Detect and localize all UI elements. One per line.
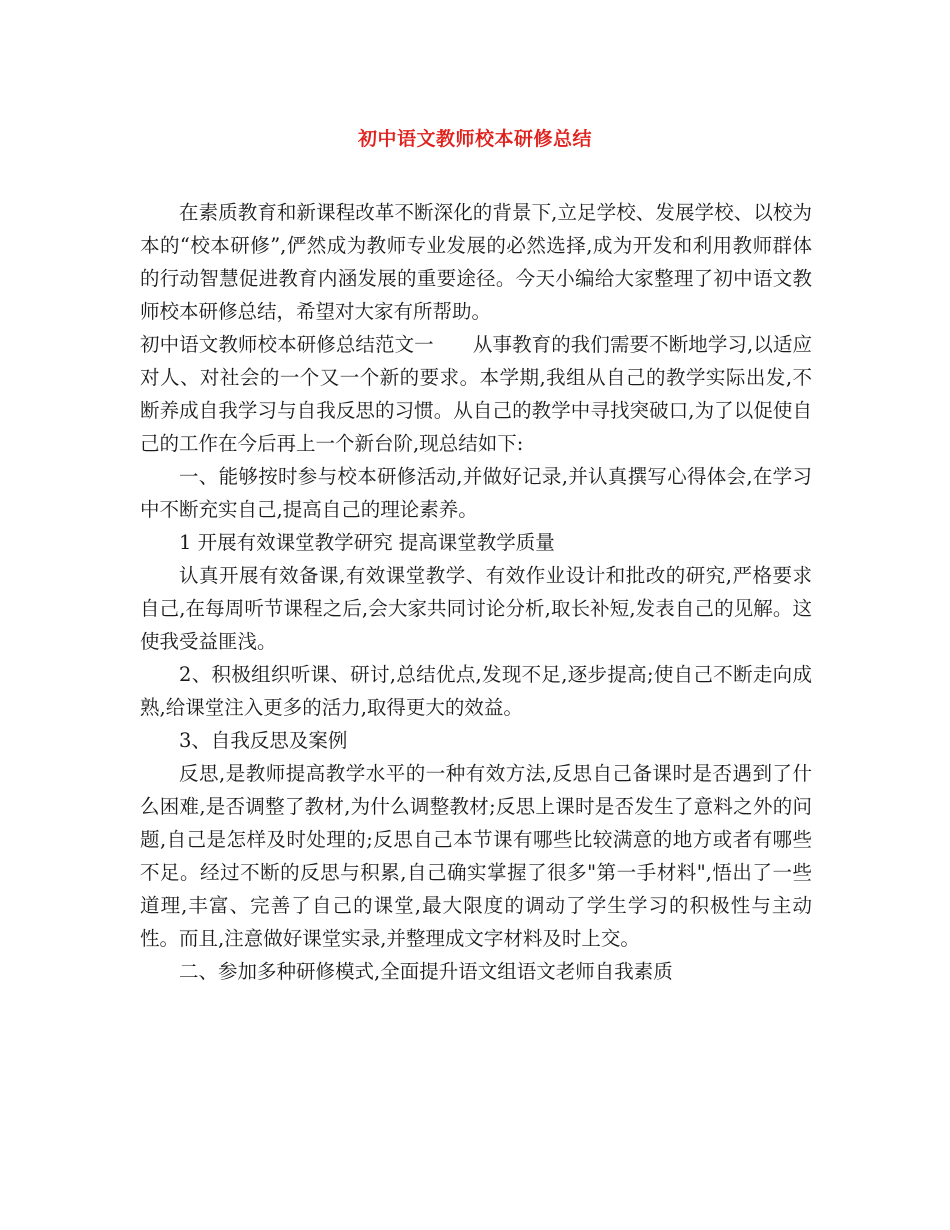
- paragraph-item-3-detail: 反思,是教师提高教学水平的一种有效方法,反思自己备课时是否遇到了什么困难,是否调整了教材,为什么调整教材;反思上课时是否发生了意料之外的问题,自己是怎样及时处理的;反思自己本节课有哪些比较满意的地方或者有哪些不足。经过不断的反思与积累,自己确实掌握了很多"第一手材料",悟出了一些道理,丰富、完善了自己的课堂,最大限度的调动了学生学习的积极性与主动性。而且,注意做好课堂实录,并整理成文字材料及时上交。: [140, 762, 812, 950]
- paragraph-intro: 在素质教育和新课程改革不断深化的背景下,立足学校、发展学校、以校为本的“校本研修”,俨然成为教师专业发展的必然选择,成为开发和利用教师群体的行动智慧促进教育内涵发展的重要途径。今天小编给大家整理了初中语文教师校本研修总结，希望对大家有所帮助。: [140, 201, 812, 323]
- document-title: 初中语文教师校本研修总结: [357, 128, 592, 150]
- paragraph-item-2: 2、积极组织听课、研讨,总结优点,发现不足,逐步提高;使自己不断走向成熟,给课堂注入更多的活力,取得更大的效益。: [140, 663, 812, 719]
- paragraph-item-3: 3、自我反思及案例: [179, 729, 348, 752]
- paragraph-section-two: 二、参加多种研修模式,全面提升语文组语文老师自我素质: [179, 960, 673, 983]
- document-body: [140, 196, 812, 988]
- paragraph-item-1: 1 开展有效课堂教学研究 提高课堂教学质量: [179, 531, 555, 554]
- paragraph-item-1-detail: 认真开展有效备课,有效课堂教学、有效作业设计和批改的研究,严格要求自己,在每周听节课程之后,会大家共同讨论分析,取长补短,发表自己的见解。这使我受益匪浅。: [140, 564, 812, 653]
- paragraph-section-one: 一、能够按时参与校本研修活动,并做好记录,并认真撰写心得体会,在学习中不断充实自己,提高自己的理论素养。: [140, 465, 812, 521]
- paragraph-sample-one: 初中语文教师校本研修总结范文一 从事教育的我们需要不断地学习,以适应对人、对社会的一个又一个新的要求。本学期,我组从自己的教学实际出发,不断养成自我学习与自我反思的习惯。从自己的教学中寻找突破口,为了以促使自己的工作在今后再上一个新台阶,现总结如下:: [140, 333, 812, 455]
